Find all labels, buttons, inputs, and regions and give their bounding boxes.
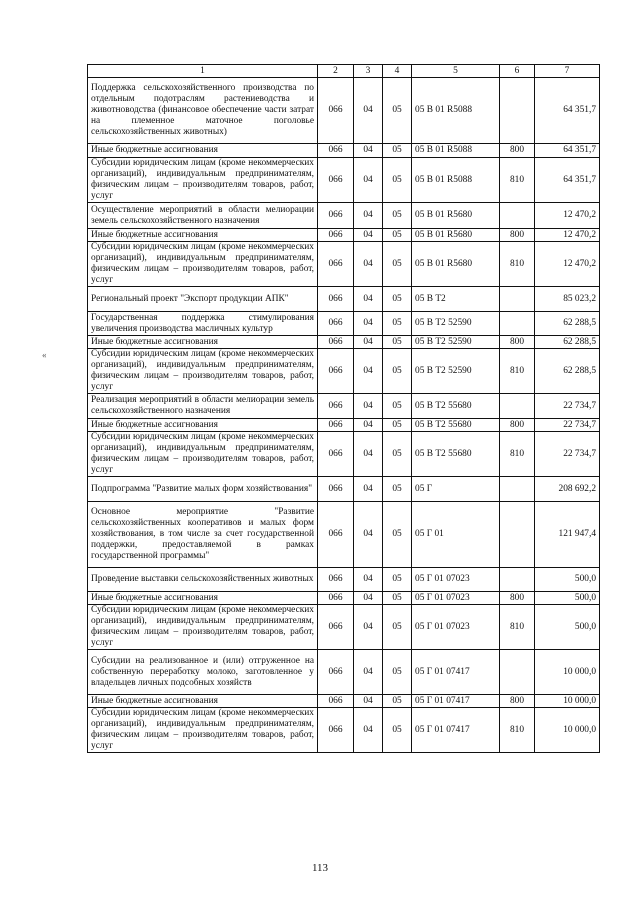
row-value-cell-3: 04 (354, 394, 383, 419)
row-value-cell-4: 05 (383, 568, 412, 592)
row-value-cell-2: 066 (318, 695, 354, 708)
col-header-6: 6 (500, 65, 535, 78)
table-row (88, 477, 600, 502)
col-header-2: 2 (318, 65, 354, 78)
row-value-cell-5: 05 В Т2 55680 (412, 432, 500, 477)
row-name-cell: Субсидии юридическим лицам (кроме некоммерческих организаций), индивидуальным предпринимателям, физическим лицам – производителям товаров, работ, услуг (88, 432, 318, 477)
table-row (88, 144, 600, 158)
row-value-cell-7: 62 288,5 (535, 312, 600, 336)
row-value-cell-3: 04 (354, 336, 383, 349)
row-value-cell-6 (500, 477, 535, 502)
row-value-cell-7: 121 947,4 (535, 502, 600, 568)
row-value-cell-3: 04 (354, 695, 383, 708)
row-value-cell-5: 05 Г 01 (412, 502, 500, 568)
row-value-cell-4: 05 (383, 502, 412, 568)
table-row (88, 502, 600, 568)
row-value-cell-6 (500, 78, 535, 144)
row-value-cell-2: 066 (318, 592, 354, 605)
row-value-cell-7: 12 470,2 (535, 203, 600, 229)
row-value-cell-4: 05 (383, 605, 412, 650)
row-value-cell-7: 500,0 (535, 568, 600, 592)
row-value-cell-2: 066 (318, 336, 354, 349)
row-value-cell-6 (500, 650, 535, 695)
row-value-cell-2: 066 (318, 287, 354, 312)
row-value-cell-5: 05 В Т2 52590 (412, 312, 500, 336)
row-value-cell-3: 04 (354, 432, 383, 477)
row-value-cell-7: 500,0 (535, 592, 600, 605)
row-value-cell-3: 04 (354, 158, 383, 203)
row-value-cell-5: 05 Г 01 07417 (412, 708, 500, 753)
row-name-cell: Государственная поддержка стимулирования увеличения производства масличных культур (88, 312, 318, 336)
table-row (88, 229, 600, 242)
row-value-cell-2: 066 (318, 158, 354, 203)
table-row (88, 78, 600, 144)
row-value-cell-6: 800 (500, 419, 535, 432)
row-value-cell-7: 10 000,0 (535, 695, 600, 708)
row-value-cell-3: 04 (354, 242, 383, 287)
row-value-cell-4: 05 (383, 242, 412, 287)
row-value-cell-3: 04 (354, 592, 383, 605)
row-value-cell-3: 04 (354, 312, 383, 336)
row-name-cell: Иные бюджетные ассигнования (88, 695, 318, 708)
row-value-cell-6: 810 (500, 349, 535, 394)
row-name-cell: Субсидии юридическим лицам (кроме некоммерческих организаций), индивидуальным предпринимателям, физическим лицам – производителям товаров, работ, услуг (88, 708, 318, 753)
row-value-cell-2: 066 (318, 229, 354, 242)
row-value-cell-2: 066 (318, 708, 354, 753)
row-value-cell-7: 10 000,0 (535, 708, 600, 753)
row-name-cell: Иные бюджетные ассигнования (88, 336, 318, 349)
col-header-4: 4 (383, 65, 412, 78)
row-value-cell-4: 05 (383, 229, 412, 242)
budget-table (87, 64, 600, 753)
row-value-cell-3: 04 (354, 708, 383, 753)
row-value-cell-7: 22 734,7 (535, 432, 600, 477)
row-value-cell-4: 05 (383, 477, 412, 502)
row-name-cell: Региональный проект "Экспорт продукции АПК" (88, 287, 318, 312)
row-value-cell-3: 04 (354, 419, 383, 432)
table-row (88, 158, 600, 203)
row-value-cell-3: 04 (354, 203, 383, 229)
row-value-cell-7: 64 351,7 (535, 158, 600, 203)
table-row (88, 592, 600, 605)
row-value-cell-4: 05 (383, 336, 412, 349)
row-value-cell-5: 05 Г 01 07023 (412, 592, 500, 605)
col-header-7: 7 (535, 65, 600, 78)
row-value-cell-5: 05 В 01 R5680 (412, 242, 500, 287)
row-value-cell-4: 05 (383, 419, 412, 432)
table-row (88, 287, 600, 312)
row-value-cell-2: 066 (318, 203, 354, 229)
row-value-cell-6: 800 (500, 144, 535, 158)
row-value-cell-2: 066 (318, 568, 354, 592)
row-value-cell-4: 05 (383, 349, 412, 394)
row-value-cell-2: 066 (318, 78, 354, 144)
row-value-cell-5: 05 В Т2 (412, 287, 500, 312)
row-value-cell-5: 05 В Т2 52590 (412, 349, 500, 394)
row-name-cell: Иные бюджетные ассигнования (88, 144, 318, 158)
row-value-cell-3: 04 (354, 144, 383, 158)
row-value-cell-7: 500,0 (535, 605, 600, 650)
row-name-cell: Иные бюджетные ассигнования (88, 592, 318, 605)
row-value-cell-2: 066 (318, 650, 354, 695)
row-value-cell-4: 05 (383, 144, 412, 158)
row-value-cell-7: 22 734,7 (535, 419, 600, 432)
row-value-cell-3: 04 (354, 229, 383, 242)
row-name-cell: Субсидии юридическим лицам (кроме некоммерческих организаций), индивидуальным предпринимателям, физическим лицам – производителям товаров, работ, услуг (88, 242, 318, 287)
row-value-cell-4: 05 (383, 203, 412, 229)
row-value-cell-4: 05 (383, 432, 412, 477)
row-value-cell-4: 05 (383, 312, 412, 336)
row-name-cell: Проведение выставки сельскохозяйственных животных (88, 568, 318, 592)
row-value-cell-4: 05 (383, 592, 412, 605)
row-value-cell-2: 066 (318, 144, 354, 158)
row-value-cell-4: 05 (383, 394, 412, 419)
row-value-cell-5: 05 В 01 R5680 (412, 229, 500, 242)
row-value-cell-5: 05 В 01 R5088 (412, 144, 500, 158)
row-value-cell-4: 05 (383, 650, 412, 695)
row-value-cell-5: 05 Г 01 07023 (412, 568, 500, 592)
table-row (88, 568, 600, 592)
row-value-cell-6: 810 (500, 242, 535, 287)
row-value-cell-7: 62 288,5 (535, 349, 600, 394)
table-row (88, 242, 600, 287)
row-value-cell-7: 64 351,7 (535, 144, 600, 158)
page-number: 113 (311, 862, 329, 874)
row-value-cell-6: 810 (500, 605, 535, 650)
row-name-cell: Иные бюджетные ассигнования (88, 229, 318, 242)
row-value-cell-6: 810 (500, 708, 535, 753)
header-row (88, 65, 600, 78)
table-row (88, 349, 600, 394)
row-value-cell-4: 05 (383, 695, 412, 708)
row-value-cell-3: 04 (354, 287, 383, 312)
row-value-cell-5: 05 В Т2 55680 (412, 394, 500, 419)
table-row (88, 605, 600, 650)
row-value-cell-6 (500, 203, 535, 229)
row-value-cell-6: 800 (500, 336, 535, 349)
row-value-cell-2: 066 (318, 605, 354, 650)
table-row (88, 312, 600, 336)
row-value-cell-6: 800 (500, 229, 535, 242)
row-value-cell-5: 05 В 01 R5088 (412, 78, 500, 144)
row-value-cell-4: 05 (383, 78, 412, 144)
table-row (88, 708, 600, 753)
row-value-cell-2: 066 (318, 419, 354, 432)
row-value-cell-2: 066 (318, 349, 354, 394)
row-value-cell-5: 05 Г (412, 477, 500, 502)
row-value-cell-6: 810 (500, 432, 535, 477)
row-value-cell-4: 05 (383, 158, 412, 203)
row-value-cell-7: 62 288,5 (535, 336, 600, 349)
row-value-cell-3: 04 (354, 502, 383, 568)
row-name-cell: Субсидии юридическим лицам (кроме некоммерческих организаций), индивидуальным предпринимателям, физическим лицам – производителям товаров, работ, услуг (88, 158, 318, 203)
row-value-cell-5: 05 Г 01 07023 (412, 605, 500, 650)
scan-artifact-mark: « (42, 350, 47, 360)
row-value-cell-5: 05 Г 01 07417 (412, 650, 500, 695)
table-row (88, 432, 600, 477)
table-body (88, 78, 600, 753)
row-value-cell-3: 04 (354, 650, 383, 695)
table-row (88, 394, 600, 419)
row-name-cell: Реализация мероприятий в области мелиорации земель сельскохозяйственного назначения (88, 394, 318, 419)
row-name-cell: Иные бюджетные ассигнования (88, 419, 318, 432)
table-row (88, 419, 600, 432)
row-value-cell-2: 066 (318, 432, 354, 477)
row-value-cell-7: 12 470,2 (535, 229, 600, 242)
row-value-cell-7: 64 351,7 (535, 78, 600, 144)
row-value-cell-4: 05 (383, 287, 412, 312)
row-value-cell-6 (500, 502, 535, 568)
col-header-3: 3 (354, 65, 383, 78)
row-name-cell: Подпрограмма "Развитие малых форм хозяйствования" (88, 477, 318, 502)
row-value-cell-4: 05 (383, 708, 412, 753)
row-name-cell: Поддержка сельскохозяйственного производства по отдельным подотраслям растениеводства и животноводства (финансовое обеспечение части затрат на племенное маточное поголовье сельскохозяйственных животных) (88, 78, 318, 144)
row-value-cell-2: 066 (318, 394, 354, 419)
row-value-cell-7: 85 023,2 (535, 287, 600, 312)
row-value-cell-7: 10 000,0 (535, 650, 600, 695)
row-name-cell: Субсидии юридическим лицам (кроме некоммерческих организаций), индивидуальным предпринимателям, физическим лицам – производителям товаров, работ, услуг (88, 349, 318, 394)
table-row (88, 650, 600, 695)
row-name-cell: Осуществление мероприятий в области мелиорации земель сельскохозяйственного назначения (88, 203, 318, 229)
row-value-cell-3: 04 (354, 78, 383, 144)
row-name-cell: Субсидии на реализованное и (или) отгруженное на собственную переработку молоко, заготовленное у владельцев личных подсобных хозяйств (88, 650, 318, 695)
row-value-cell-3: 04 (354, 605, 383, 650)
row-value-cell-7: 12 470,2 (535, 242, 600, 287)
row-name-cell: Субсидии юридическим лицам (кроме некоммерческих организаций), индивидуальным предпринимателям, физическим лицам – производителям товаров, работ, услуг (88, 605, 318, 650)
table-row (88, 336, 600, 349)
row-value-cell-3: 04 (354, 349, 383, 394)
row-value-cell-3: 04 (354, 568, 383, 592)
row-value-cell-5: 05 В 01 R5088 (412, 158, 500, 203)
row-value-cell-7: 208 692,2 (535, 477, 600, 502)
row-name-cell: Основное мероприятие "Развитие сельскохозяйственных кооперативов и малых форм хозяйствования, в том числе за счет государственной поддержки, предоставляемой в рамках государственной программы" (88, 502, 318, 568)
row-value-cell-5: 05 Г 01 07417 (412, 695, 500, 708)
budget-table-wrapper (87, 64, 599, 753)
row-value-cell-7: 22 734,7 (535, 394, 600, 419)
table-row (88, 695, 600, 708)
row-value-cell-6 (500, 568, 535, 592)
table-row (88, 203, 600, 229)
row-value-cell-2: 066 (318, 242, 354, 287)
row-value-cell-2: 066 (318, 312, 354, 336)
row-value-cell-6 (500, 287, 535, 312)
col-header-5: 5 (412, 65, 500, 78)
row-value-cell-5: 05 В Т2 55680 (412, 419, 500, 432)
row-value-cell-6: 800 (500, 695, 535, 708)
row-value-cell-6 (500, 312, 535, 336)
row-value-cell-6 (500, 394, 535, 419)
row-value-cell-2: 066 (318, 477, 354, 502)
row-value-cell-3: 04 (354, 477, 383, 502)
row-value-cell-5: 05 В Т2 52590 (412, 336, 500, 349)
col-header-1: 1 (88, 65, 318, 78)
row-value-cell-6: 800 (500, 592, 535, 605)
row-value-cell-2: 066 (318, 502, 354, 568)
row-value-cell-6: 810 (500, 158, 535, 203)
row-value-cell-5: 05 В 01 R5680 (412, 203, 500, 229)
